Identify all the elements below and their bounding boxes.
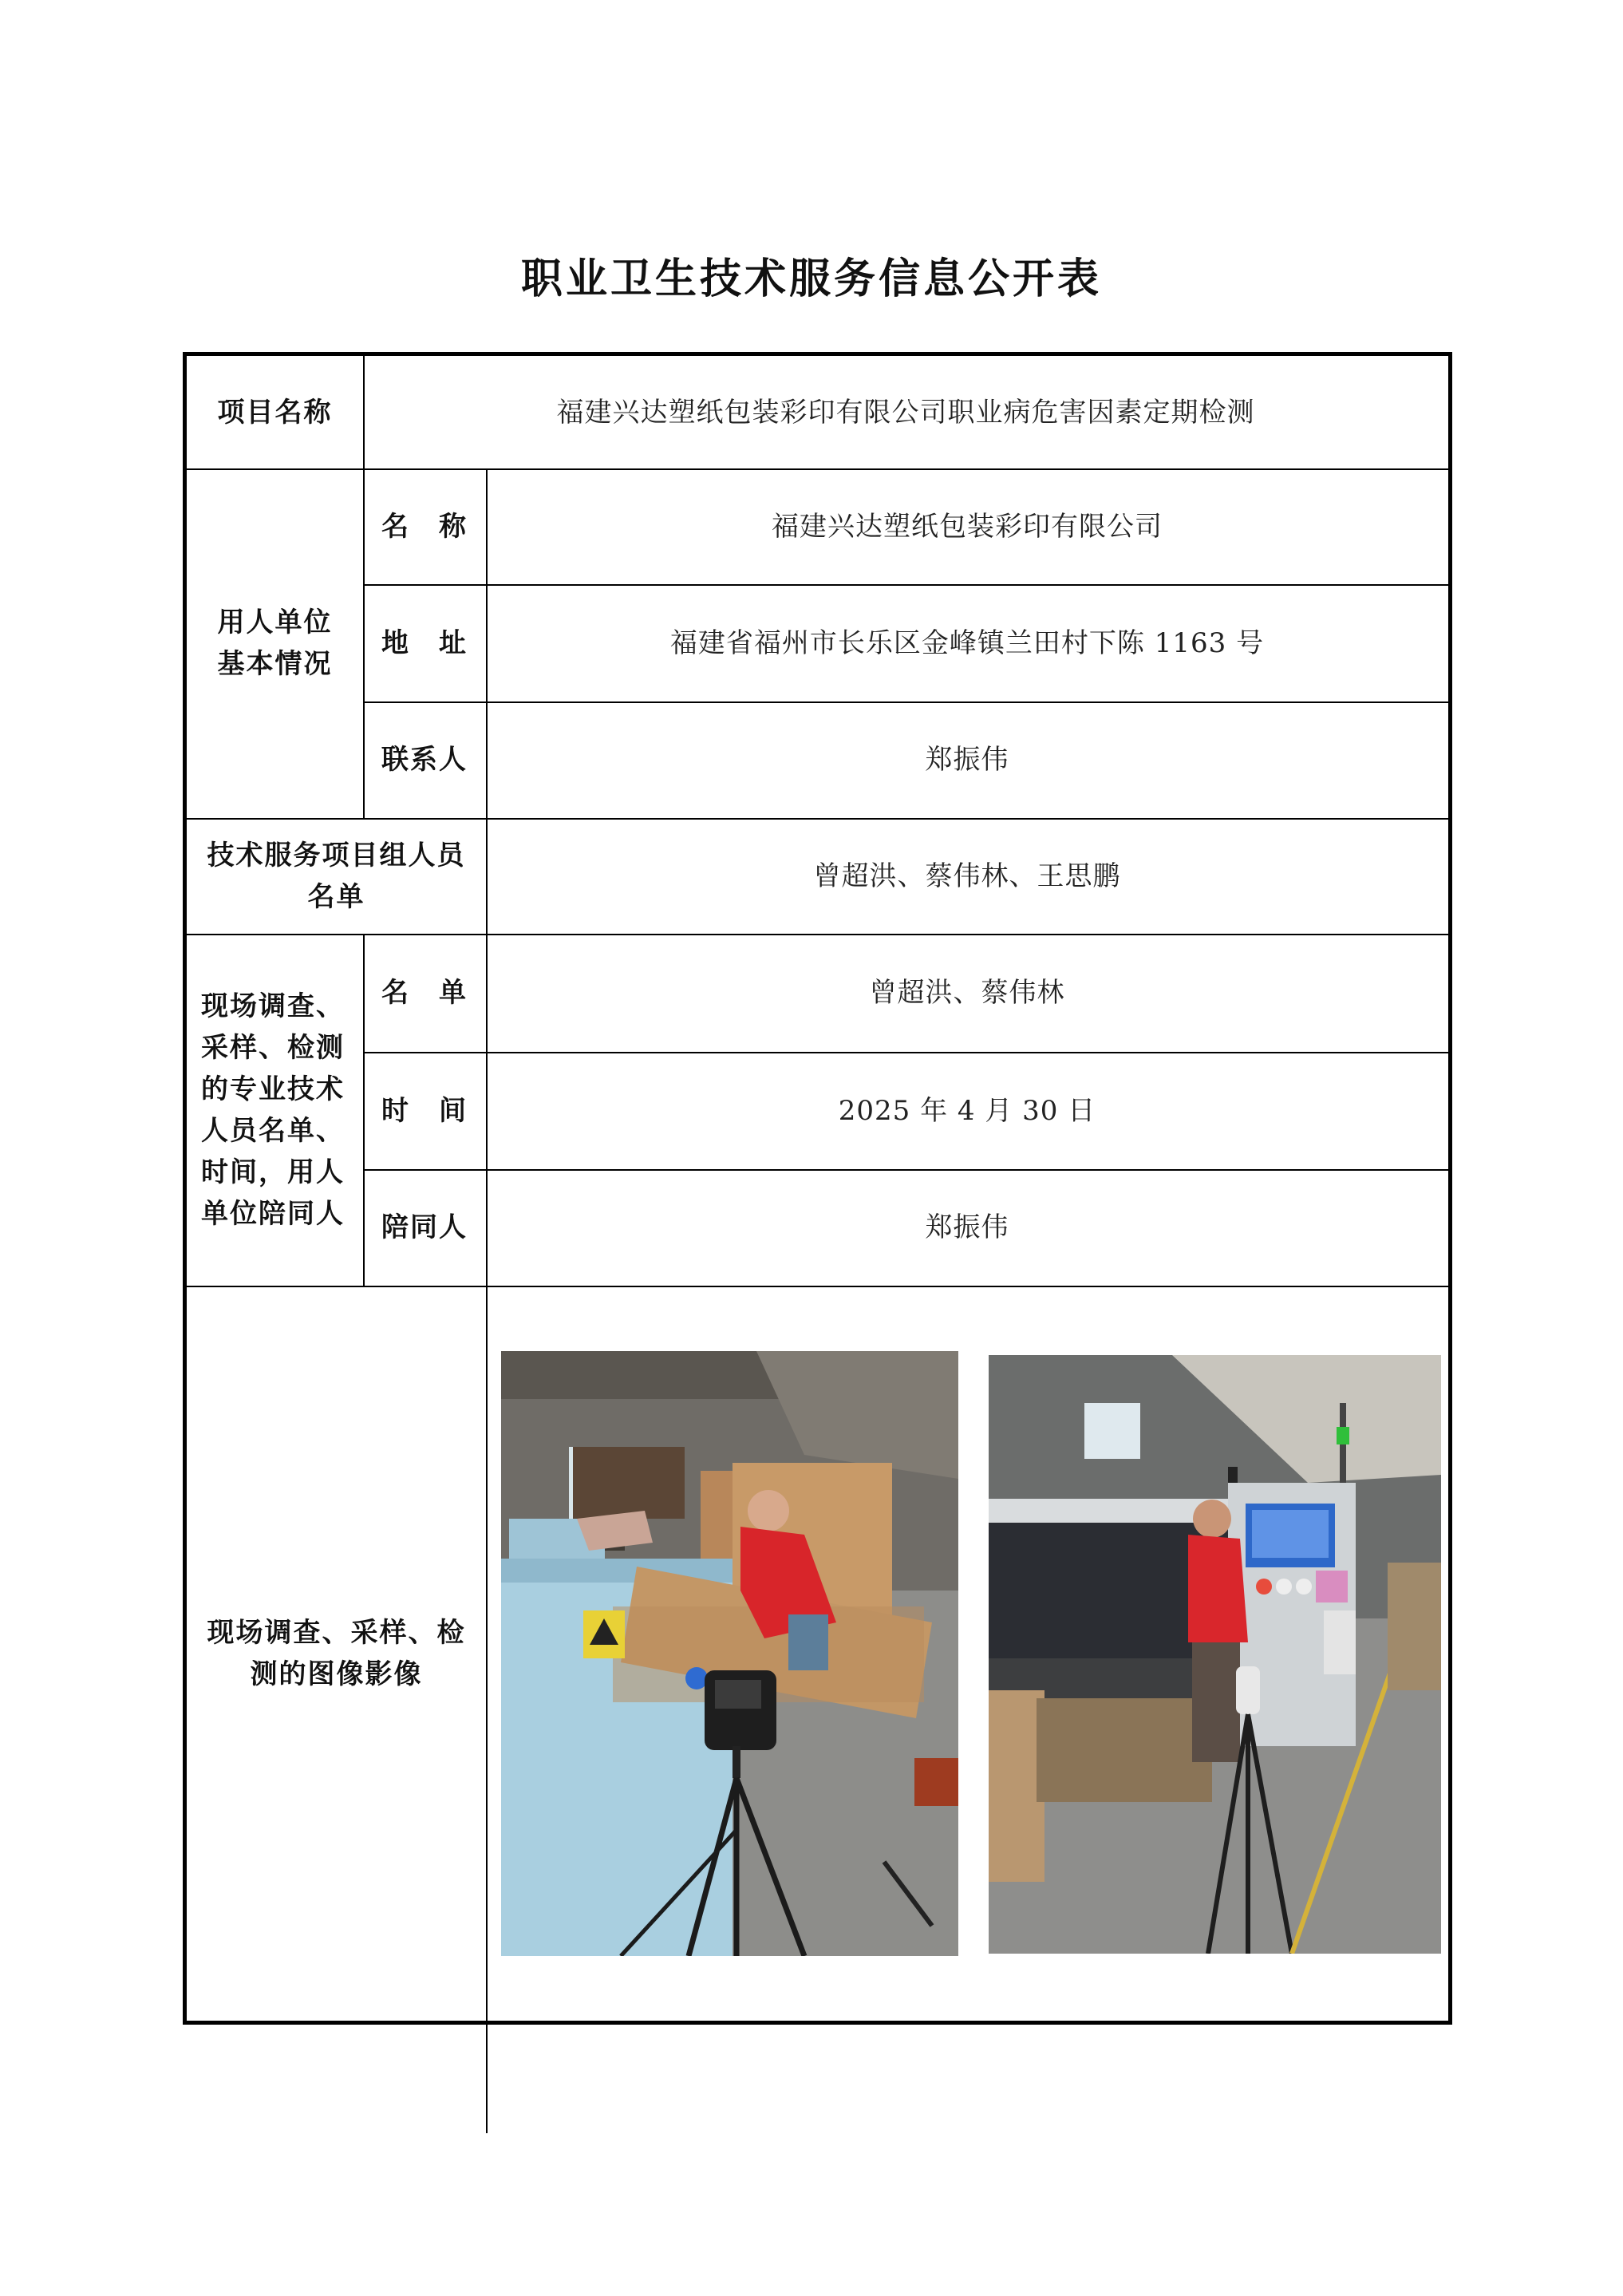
onsite-staff-label: 现场调查、 采样、检测 的专业技术 人员名单、 时间，用人 单位陪同人 (201, 990, 345, 1230)
employer-contact-label: 联系人 (381, 744, 468, 776)
site-photo-2 (989, 1355, 1441, 1954)
employer-address-value: 福建省福州市长乐区金峰镇兰田村下陈 1163 号 (669, 626, 1265, 659)
onsite-time-label: 时 间 (381, 1094, 468, 1127)
info-table (183, 352, 1452, 2025)
onsite-list-value: 曾超洪、蔡伟林 (869, 977, 1065, 1009)
onsite-list-label: 名 单 (381, 977, 468, 1009)
site-images-label: 现场调查、采样、检 测的图像影像 (207, 1616, 466, 1690)
project-name-label: 项目名称 (217, 396, 333, 429)
site-photo-1 (501, 1351, 958, 1956)
team-members-label: 技术服务项目组人员 名单 (207, 839, 466, 913)
project-name-value: 福建兴达塑纸包装彩印有限公司职业病危害因素定期检测 (556, 396, 1255, 429)
employer-name-label: 名 称 (381, 510, 468, 543)
employer-basic-label: 用人单位 基本情况 (217, 607, 333, 680)
employer-contact-value: 郑振伟 (925, 744, 1009, 776)
page-title: 职业卫生技术服务信息公开表 (520, 255, 1102, 303)
onsite-companion-label: 陪同人 (381, 1211, 468, 1243)
onsite-time-value: 2025 年 4 月 30 日 (838, 1094, 1096, 1127)
team-members-value: 曾超洪、蔡伟林、王思鹏 (813, 860, 1121, 892)
employer-address-label: 地 址 (381, 626, 468, 659)
onsite-companion-value: 郑振伟 (925, 1211, 1009, 1243)
employer-name-value: 福建兴达塑纸包装彩印有限公司 (772, 510, 1163, 543)
